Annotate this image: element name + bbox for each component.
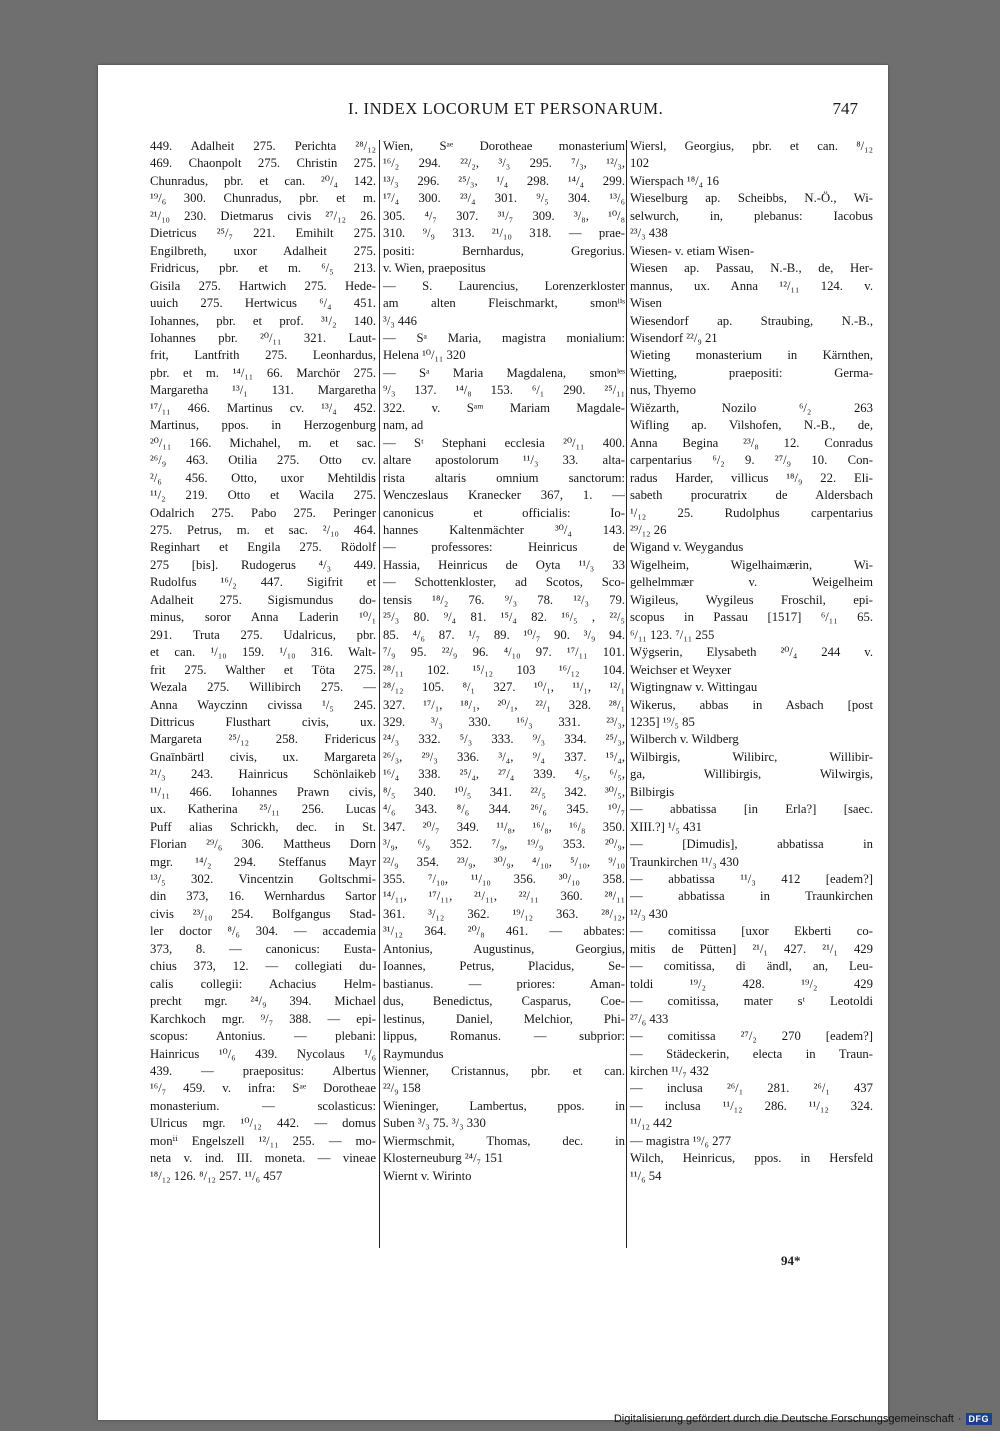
index-line: Dietricus ²⁵/₇ 221. Emihilt 275. — [150, 226, 376, 241]
index-line: Wigtingnaw v. Wittingau — [630, 680, 758, 695]
index-line: Wenczeslaus Kranecker 367, 1. — — [383, 488, 625, 503]
index-line: mitis de Pütten] ²¹/₁ 427. ²¹/₁ 429 — [630, 941, 873, 956]
index-line: Suben ³/₃ 75. ³/₃ 330 — [383, 1116, 486, 1131]
index-line: Reginhart et Engila 275. Rödolf — [150, 540, 376, 555]
index-line: ⁶/₁₁ 123. ⁷/₁₁ 255 — [630, 627, 715, 642]
index-line: 85. ⁴/₆ 87. ¹/₇ 89. ¹⁰/₇ 90. ³/₉ 94. — [383, 627, 625, 642]
index-line: ¹⁷/₄ 300. ²³/₄ 301. ⁹/₅ 304. ¹³/₆ — [383, 191, 625, 206]
index-line: — Sᵗ Stephani ecclesia ²⁰/₁₁ 400. — [383, 435, 625, 450]
index-line: ¹¹/₆ 54 — [630, 1168, 662, 1183]
index-line: rista altaris omnium sanctorum: — [383, 470, 625, 485]
index-line: tensis ¹⁸/₂ 76. ⁹/₃ 78. ¹²/₃ 79. — [383, 592, 625, 607]
index-line: scopus: Antonius. — plebani: — [150, 1029, 376, 1044]
book-page — [98, 65, 888, 1420]
index-line: Wiesendorf ap. Straubing, N.-B., — [630, 313, 873, 328]
index-line: Wieninger, Lambertus, ppos. in — [383, 1098, 625, 1113]
running-header — [98, 99, 888, 123]
index-line: Margareta ²⁵/₁₂ 258. Fridericus — [150, 732, 376, 747]
index-line: ²²/₉ 158 — [383, 1081, 421, 1096]
index-line: dus, Benedictus, Casparus, Coe- — [383, 994, 625, 1009]
index-column-3 — [630, 138, 873, 1185]
index-line: monⁱⁱ Engelszell ¹²/₁₁ 255. — mo- — [150, 1133, 376, 1148]
index-line: Florian ²⁹/₆ 306. Mattheus Dorn — [150, 837, 376, 852]
index-line: ¹³/₃ 296. ²⁵/₃, ¹/₄ 298. ¹⁴/₄ 299. — [383, 173, 625, 188]
index-line: Anna Wayczinn civissa ¹/₅ 245. — [150, 697, 376, 712]
index-line: ¹⁶/₂ 294. ²²/₂, ³/₃ 295. ⁷/₃, ¹²/₃, — [383, 156, 625, 171]
index-line: ¹³/₅ 302. Vincentzin Goltschmi- — [150, 872, 376, 887]
index-line: — comitissa, di ändl, an, Leu- — [630, 959, 873, 974]
index-line: Iohannes pbr. ²⁰/₁₁ 321. Laut- — [150, 330, 376, 345]
index-line: ²⁵/₃ 80. ⁹/₄ 81. ¹⁵/₄ 82. ¹⁶/₅ , ²²/₅ — [383, 610, 625, 625]
index-column-2 — [383, 138, 625, 1185]
index-line: mgr. ¹⁴/₂ 294. Steffanus Mayr — [150, 854, 376, 869]
column-rule-left — [379, 140, 380, 1248]
index-line: XIII.?] ¹/₅ 431 — [630, 819, 702, 834]
index-line: Wigelheim, Wigelhaimærin, Wi- — [630, 557, 873, 572]
index-line: ¹¹/₁₁ 466. Iohannes Prawn civis, — [150, 784, 376, 799]
index-line: ²⁸/₁₂ 105. ⁸/₁ 327. ¹⁰/₁, ¹¹/₁, ¹²/₁ — [383, 680, 625, 695]
index-line: Wieting monasterium in Kärnthen, — [630, 348, 873, 363]
index-line: lestinus, Daniel, Melchior, Phi- — [383, 1011, 625, 1026]
index-line: — comitissa [uxor Ekberti co- — [630, 924, 873, 939]
index-line: altare apostolorum ¹¹/₃ 33. alta- — [383, 453, 625, 468]
index-line: Wiesen- v. etiam Wisen- — [630, 243, 755, 258]
index-line: pbr. et m. ¹⁴/₁₁ 66. Marchör 275. — [150, 365, 376, 380]
index-line: ²⁹/₁₂ 26 — [630, 522, 667, 537]
index-line: ¹¹/₂ 219. Otto et Wacila 275. — [150, 488, 376, 503]
index-line: Wiernt v. Wirinto — [383, 1168, 472, 1183]
index-line: Wigileus, Wygileus Froschil, epi- — [630, 592, 873, 607]
index-line: 347. ²⁰/₇ 349. ¹¹/₈, ¹⁶/₈, ¹⁶/₈ 350. — [383, 819, 625, 834]
index-line: v. Wien, praepositus — [383, 261, 486, 276]
index-line: Wiermschmit, Thomas, dec. in — [383, 1133, 625, 1148]
index-line: 310. ⁹/₉ 313. ²¹/₁₀ 318. — prae- — [383, 226, 625, 241]
index-line: ⁸/₅ 340. ¹⁰/₅ 341. ²²/₅ 342. ³⁰/₅, — [383, 784, 625, 799]
index-line: 449. Adalheit 275. Perichta ²⁸/₁₂ — [150, 139, 376, 153]
index-line: Ulricus mgr. ¹⁰/₁₂ 442. — domus — [150, 1116, 376, 1131]
index-line: Martinus, ppos. in Herzogenburg — [150, 418, 376, 433]
index-line: 275. Petrus, m. et sac. ²/₁₀ 464. — [150, 522, 376, 537]
index-line: Wierspach ¹⁸/₄ 16 — [630, 173, 719, 188]
digitization-footer — [614, 1411, 992, 1427]
index-line: selwurch, in, plebanus: Iacobus — [630, 208, 873, 223]
index-line: ²⁷/₆ 433 — [630, 1011, 669, 1026]
index-line: Fridricus, pbr. et m. ⁶/₅ 213. — [150, 261, 376, 276]
footer-separator: · — [957, 1413, 962, 1425]
index-line: gelhelmmær v. Weigelheim — [630, 575, 873, 590]
index-line: — magistra ¹⁹/₆ 277 — [630, 1133, 732, 1148]
index-line: ³/₃ 446 — [383, 313, 417, 328]
index-line: nam, ad — [383, 418, 424, 433]
index-line: Wÿgserin, Elysabeth ²⁰/₄ 244 v. — [630, 645, 873, 660]
index-line: 469. Chaonpolt 275. Christin 275. — [150, 156, 376, 171]
index-line: Bilbirgis — [630, 784, 675, 799]
index-line: Gnaīnbärtl civis, ux. Margareta — [150, 749, 376, 764]
index-line: radus Harder, villicus ¹⁸/₉ 22. Eli- — [630, 470, 873, 485]
index-line: mannus, ux. Anna ¹²/₁₁ 124. v. — [630, 278, 873, 293]
index-line: 275 [bis]. Rudogerus ⁴/₃ 449. — [150, 557, 376, 572]
index-line: Wiĕzarth, Nozilo ⁶/₂ 263 — [630, 400, 873, 415]
index-line: Chunradus, pbr. et can. ²⁰/₄ 142. — [150, 173, 376, 188]
index-line: sabeth procuratrix de Aldersbach — [630, 488, 873, 503]
index-line: 102 — [630, 156, 650, 171]
index-line: uuich 275. Hertwicus ⁶/₄ 451. — [150, 296, 376, 311]
index-line: ga, Willibirgis, Wilwirgis, — [630, 767, 873, 782]
index-line: Helena ¹⁰/₁₁ 320 — [383, 348, 466, 363]
index-line: monasterium. — scolasticus: — [150, 1098, 376, 1113]
index-line: precht mgr. ²⁴/₉ 394. Michael — [150, 994, 376, 1009]
index-line: Wien, Sᵃᵉ Dorotheae monasterium — [383, 139, 625, 153]
index-line: ¹/₁₂ 25. Rudolphus carpentarius — [630, 505, 873, 520]
index-line: ¹⁴/₁₁, ¹⁷/₁₁, ²¹/₁₁, ²²/₁₁ 360. ²⁸/₁₁ — [383, 889, 625, 904]
index-line: Wisendorf ²²/₉ 21 — [630, 330, 718, 345]
index-line: 355. ⁷/₁₀, ¹¹/₁₀ 356. ³⁰/₁₀ 358. — [383, 872, 625, 887]
index-line: — inclusa ¹¹/₁₂ 286. ¹¹/₁₂ 324. — [630, 1098, 873, 1113]
page-number: 747 — [832, 99, 858, 118]
index-line: 327. ¹⁷/₁, ¹⁸/₁, ²⁰/₁, ²²/₁ 328. ²⁸/₁ — [383, 697, 625, 712]
index-line: — inclusa ²⁶/₁ 281. ²⁶/₁ 437 — [630, 1081, 873, 1096]
index-line: civis ²³/₁₀ 254. Bolfgangus Stad- — [150, 906, 376, 921]
index-line: ¹⁸/₁₂ 126. ⁸/₁₂ 257. ¹¹/₆ 457 — [150, 1168, 283, 1183]
index-line: ⁷/₉ 95. ²²/₉ 96. ⁴/₁₀ 97. ¹⁷/₁₁ 101. — [383, 645, 625, 660]
column-rule-right — [626, 140, 627, 1248]
index-line: am alten Fleischmarkt, smonˡⁱˢ — [383, 296, 625, 311]
index-line: ¹⁷/₁₁ 466. Martinus cv. ¹³/₄ 452. — [150, 400, 376, 415]
index-line: Anna Begina ²³/₈ 12. Conradus — [630, 435, 873, 450]
signature-mark: 94* — [781, 1253, 801, 1268]
index-line: ¹⁶/₇ 459. v. infra: Sᵃᵉ Dorotheae — [150, 1081, 376, 1096]
index-line: Rudolfus ¹⁶/₂ 447. Sigifrit et — [150, 575, 376, 590]
index-line: ²¹/₁₀ 230. Dietmarus civis ²⁷/₁₂ 26. — [150, 208, 376, 223]
index-line: — abbatissa in Traunkirchen — [630, 889, 873, 904]
index-line: — Schottenkloster, ad Scotos, Sco- — [383, 575, 625, 590]
index-line: Gisila 275. Hartwich 275. Hede- — [150, 278, 376, 293]
index-line: 291. Truta 275. Udalricus, pbr. — [150, 627, 376, 642]
footer-text: Digitalisierung gefördert durch die Deutsche Forschungsgemeinschaft — [613, 1413, 954, 1425]
index-line: Wienner, Cristannus, pbr. et can. — [383, 1064, 625, 1079]
index-line: ¹²/₃ 430 — [630, 906, 668, 921]
index-line: Klosterneuburg ²⁴/₇ 151 — [383, 1151, 504, 1166]
index-line: Wisen — [630, 296, 662, 311]
index-line: Hassia, Heinricus de Oyta ¹¹/₃ 33 — [383, 557, 625, 572]
index-line: ³¹/₁₂ 364. ²⁰/₈ 461. — abbates: — [383, 924, 625, 939]
index-line: Wikerus, abbas in Asbach [post — [630, 697, 873, 712]
index-line: — professores: Heinricus de — [383, 540, 625, 555]
index-line: — comitissa, mater sᵗ Leotoldi — [630, 994, 873, 1009]
index-line: — abbatissa [in Erla?] [saec. — [630, 802, 873, 817]
index-line: ²⁸/₁₁ 102. ¹⁵/₁₂ 103 ¹⁶/₁₂ 104. — [383, 662, 625, 677]
index-column-1 — [150, 138, 376, 1185]
index-line: bastianus. — priores: Aman- — [383, 976, 625, 991]
index-line: et can. ¹/₁₀ 159. ¹/₁₀ 316. Walt- — [150, 645, 376, 660]
index-line: Raymundus — [383, 1046, 444, 1061]
index-line: — [Dimudis], abbatissa in — [630, 837, 873, 852]
index-line: Wietting, praepositi: Germa- — [630, 365, 873, 380]
index-line: frit, Lantfrith 275. Leonhardus, — [150, 348, 376, 363]
index-line: Wieselburg ap. Scheibbs, N.-Ö., Wi- — [630, 191, 873, 206]
index-line: — S. Laurencius, Lorenzerkloster — [383, 278, 625, 293]
index-line: kirchen ¹¹/₇ 432 — [630, 1064, 709, 1079]
index-line: — Sᵃ Maria, magistra monialium: — [383, 330, 625, 345]
index-line: ler doctor ⁸/₆ 304. — accademia — [150, 924, 376, 939]
index-line: ³/₉, ⁶/₉ 352. ⁷/₉, ¹⁹/₉ 353. ²⁰/₉, — [383, 837, 625, 852]
index-line: 1235] ¹⁹/₅ 85 — [630, 714, 695, 729]
index-line: — Städeckerin, electa in Traun- — [630, 1046, 873, 1061]
index-line: Ioannes, Petrus, Placidus, Se- — [383, 959, 625, 974]
index-line: Dittricus Flusthart civis, ux. — [150, 714, 376, 729]
index-line: — comitissa ²⁷/₂ 270 [eadem?] — [630, 1029, 873, 1044]
index-line: Engilbreth, uxor Adalheit 275. — [150, 243, 376, 258]
index-line: 373, 8. — canonicus: Eusta- — [150, 941, 376, 956]
index-line: minus, soror Anna Laderin ¹⁰/₁ — [150, 610, 376, 625]
index-line: Puff alias Schrickh, dec. in St. — [150, 819, 376, 834]
index-line: 329. ³/₃ 330. ¹⁶/₃ 331. ²³/₃, — [383, 714, 625, 729]
index-line: Wifling ap. Vilshofen, N.-B., de, — [630, 418, 873, 433]
index-line: ¹⁶/₄ 338. ²⁵/₄, ²⁷/₄ 339. ⁴/₅, ⁶/₅, — [383, 767, 625, 782]
index-line: 305. ⁴/₇ 307. ³¹/₇ 309. ³/₈, ¹⁰/₈ — [383, 208, 625, 223]
index-line: 439. — praepositus: Albertus — [150, 1064, 376, 1079]
index-line: ⁴/₆ 343. ⁸/₆ 344. ²⁶/₆ 345. ¹⁰/₇ — [383, 802, 625, 817]
index-line: lippus, Romanus. — subprior: — [383, 1029, 625, 1044]
index-line: Iohannes, pbr. et prof. ³¹/₂ 140. — [150, 313, 376, 328]
index-line: Wilberch v. Wildberg — [630, 732, 739, 747]
index-line: — abbatissa ¹¹/₃ 412 [eadem?] — [630, 872, 873, 887]
index-line: frit 275. Walther et Töta 275. — [150, 662, 376, 677]
index-line: Weichser et Weyxer — [630, 662, 732, 677]
index-line: calis collegii: Achacius Helm- — [150, 976, 376, 991]
index-line: Wilbirgis, Wilibirc, Willibir- — [630, 749, 873, 764]
index-line: ux. Katherina ²⁵/₁₁ 256. Lucas — [150, 802, 376, 817]
dfg-logo-icon: DFG — [966, 1413, 993, 1425]
index-line: Odalrich 275. Pabo 275. Peringer — [150, 505, 376, 520]
index-line: ²¹/₃ 243. Hainricus Schönlaikeb — [150, 767, 376, 782]
index-line: Wilch, Heinricus, ppos. in Hersfeld — [630, 1151, 873, 1166]
index-line: ²/₆ 456. Otto, uxor Mehtildis — [150, 470, 376, 485]
index-line: — Sᵃ Maria Magdalena, smonˡᵉˢ — [383, 365, 625, 380]
index-line: 322. v. Sᵃᵐ Mariam Magdale- — [383, 400, 625, 415]
index-line: toldi ¹⁹/₂ 428. ¹⁹/₂ 429 — [630, 976, 873, 991]
index-line: ⁹/₃ 137. ¹⁴/₈ 153. ⁶/₁ 290. ²⁵/₁₁ — [383, 383, 625, 398]
index-line: carpentarius ⁶/₂ 9. ²⁷/₉ 10. Con- — [630, 453, 873, 468]
index-line: Traunkirchen ¹¹/₃ 430 — [630, 854, 739, 869]
index-line: Wezala 275. Willibirch 275. — — [150, 680, 376, 695]
index-line: hannes Kaltenmächter ³⁰/₄ 143. — [383, 522, 625, 537]
index-line: Hainricus ¹⁰/₆ 439. Nycolaus ¹/₆ — [150, 1046, 376, 1061]
index-line: neta v. ind. III. moneta. — vineae — [150, 1151, 376, 1166]
index-line: 361. ³/₁₂ 362. ¹⁹/₁₂ 363. ²⁸/₁₂, — [383, 906, 625, 921]
index-line: ²⁴/₃ 332. ⁵/₃ 333. ⁹/₃ 334. ²⁵/₃, — [383, 732, 625, 747]
index-line: din 373, 16. Wernhardus Sartor — [150, 889, 376, 904]
index-line: canonicus et officialis: Io- — [383, 505, 625, 520]
index-line: Margaretha ¹³/₁ 131. Margaretha — [150, 383, 376, 398]
index-line: nus, Thyemo — [630, 383, 697, 398]
index-line: chius 373, 12. — collegiati du- — [150, 959, 376, 974]
index-line: ²⁰/₁₁ 166. Michahel, m. et sac. — [150, 435, 376, 450]
index-line: scopus in Passau [1517] ⁶/₁₁ 65. — [630, 610, 873, 625]
index-line: Adalheit 275. Sigismundus do- — [150, 592, 376, 607]
index-line: ²³/₃ 438 — [630, 226, 668, 241]
index-line: positi: Bernhardus, Gregorius. — [383, 243, 625, 258]
index-line: Antonius, Augustinus, Georgius, — [383, 941, 625, 956]
index-line: Wiersl, Georgius, pbr. et can. ⁸/₁₂ — [630, 139, 873, 153]
index-line: Wiesen ap. Passau, N.-B., de, Her- — [630, 261, 873, 276]
index-line: ¹¹/₁₂ 442 — [630, 1116, 673, 1131]
index-line: Karchkoch mgr. ⁹/₇ 388. — epi- — [150, 1011, 376, 1026]
running-title: I. INDEX LOCORUM ET PERSONARUM. — [348, 99, 664, 118]
index-line: ²⁶/₃, ²⁹/₃ 336. ³/₄, ⁹/₄ 337. ¹⁵/₄, — [383, 749, 625, 764]
index-line: Wigand v. Weygandus — [630, 540, 744, 555]
index-line: ¹⁹/₆ 300. Chunradus, pbr. et m. — [150, 191, 376, 206]
index-line: ²⁶/₉ 463. Otilia 275. Otto cv. — [150, 453, 376, 468]
index-line: ²²/₉ 354. ²³/₉, ³⁰/₉, ⁴/₁₀, ⁵/₁₀, ⁹/₁₀ — [383, 854, 625, 869]
